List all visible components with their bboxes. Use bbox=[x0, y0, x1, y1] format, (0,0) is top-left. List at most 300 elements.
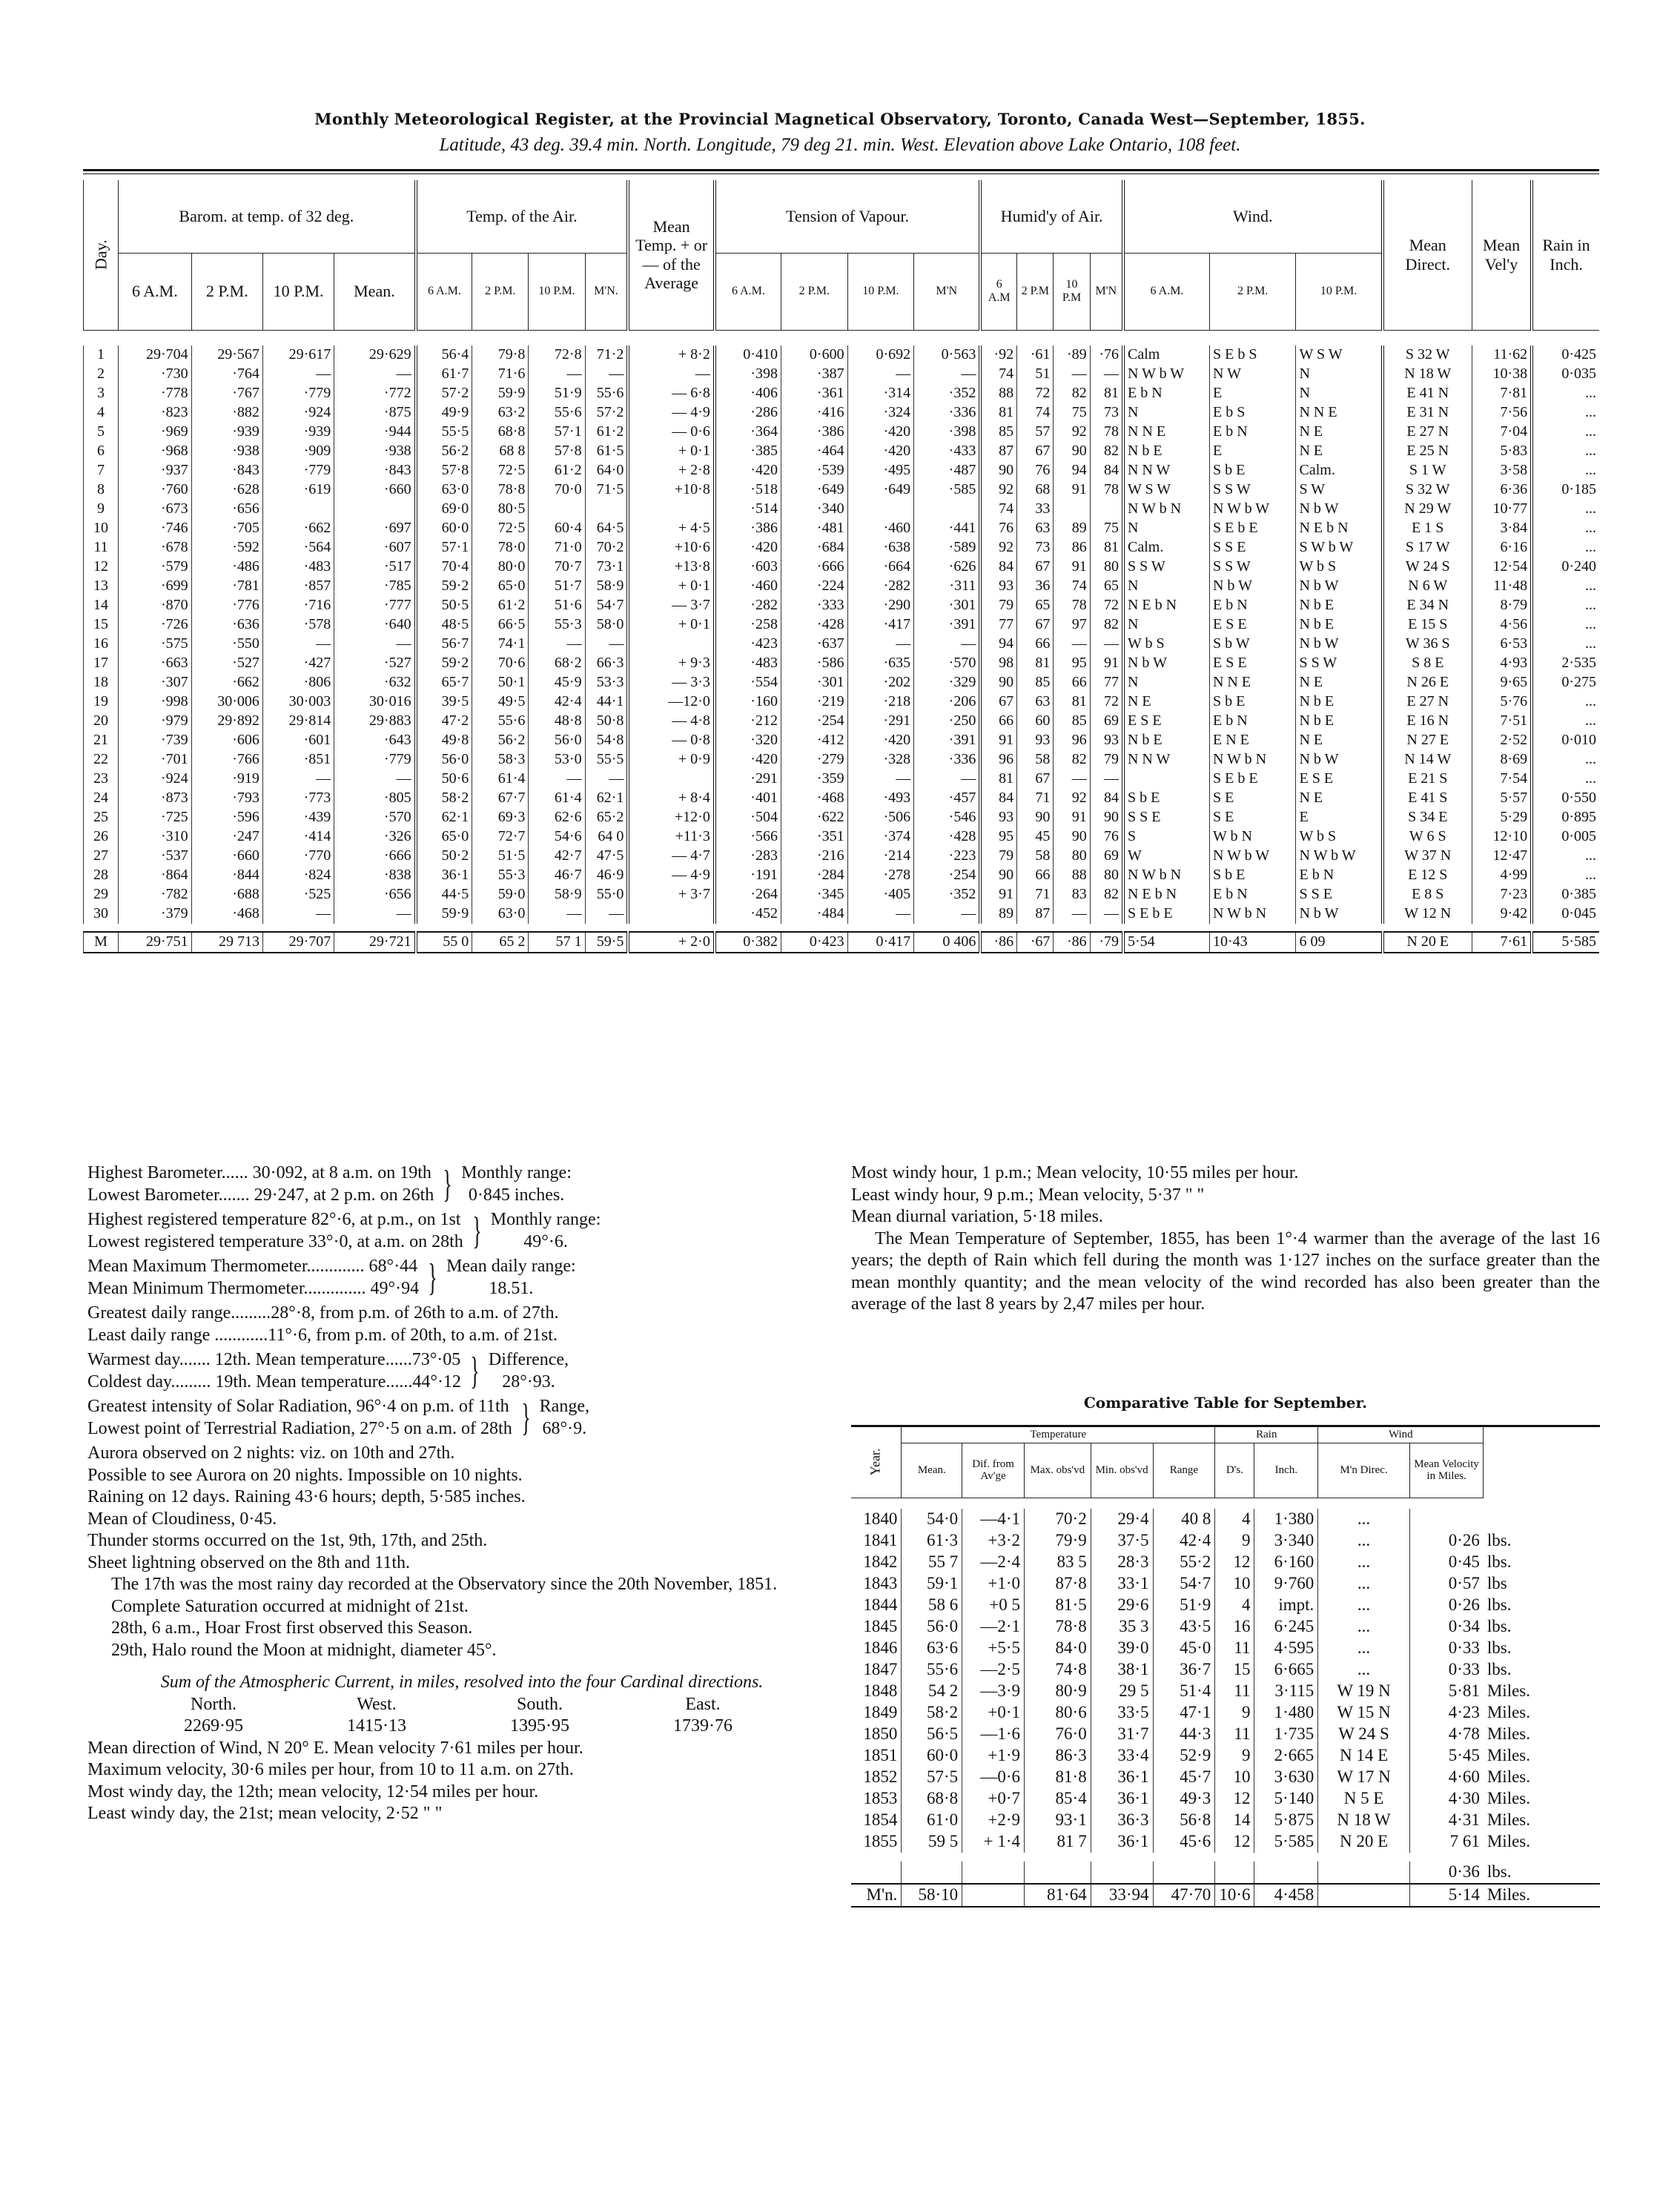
comparative-cell: W 17 N bbox=[1318, 1767, 1410, 1788]
comparative-cell: 51·4 bbox=[1153, 1681, 1215, 1702]
register-cell: 81 bbox=[980, 770, 1016, 789]
register-cell: S S E bbox=[1296, 885, 1383, 904]
register-cell: ... bbox=[1532, 500, 1599, 519]
register-cell: 29·567 bbox=[191, 345, 262, 365]
register-cell: ·596 bbox=[191, 808, 262, 827]
register-cell: 59·0 bbox=[472, 885, 529, 904]
comparative-cell bbox=[1318, 1884, 1410, 1907]
register-cell: 49·5 bbox=[472, 692, 529, 712]
register-cell: 49·8 bbox=[416, 731, 472, 750]
comparative-cell: 68·8 bbox=[902, 1788, 962, 1810]
register-cell: E b N bbox=[1123, 384, 1210, 403]
register-cell: 2·52 bbox=[1472, 731, 1532, 750]
mean-direct-header: Mean Direct. bbox=[1383, 180, 1472, 330]
register-cell: 3·58 bbox=[1472, 461, 1532, 480]
register-cell: — bbox=[334, 635, 416, 654]
register-cell: 7·54 bbox=[1472, 770, 1532, 789]
register-cell: S S E bbox=[1123, 808, 1210, 827]
register-cell: 84 bbox=[980, 558, 1016, 577]
register-cell: ·311 bbox=[914, 577, 981, 596]
mean-row bbox=[84, 932, 1600, 953]
register-cell: ... bbox=[1532, 770, 1599, 789]
comparative-cell: lbs. bbox=[1486, 1552, 1512, 1572]
comparative-cell: N 18 W bbox=[1318, 1810, 1410, 1831]
comparative-cell: ... bbox=[1318, 1616, 1410, 1638]
register-cell: 74 bbox=[980, 365, 1016, 384]
register-cell: N W b N bbox=[1123, 500, 1210, 519]
tension-group-header: Tension of Vapour. bbox=[715, 180, 980, 253]
register-cell: 42·7 bbox=[529, 847, 585, 866]
register-cell: 60·0 bbox=[416, 519, 472, 538]
register-cell: 39·5 bbox=[416, 692, 472, 712]
register-cell: — bbox=[585, 635, 628, 654]
register-cell: S E bbox=[1209, 789, 1296, 808]
comparative-cell: 0·33 bbox=[1409, 1659, 1484, 1681]
comparative-cell bbox=[1409, 1509, 1484, 1530]
register-cell: 7·61 bbox=[1472, 932, 1532, 953]
register-cell: 45·9 bbox=[529, 673, 585, 692]
register-cell: N E bbox=[1296, 423, 1383, 442]
register-cell bbox=[914, 500, 981, 519]
register-cell: 61·5 bbox=[585, 442, 628, 461]
comparative-cell: 78·8 bbox=[1024, 1616, 1091, 1638]
register-cell: E 34 N bbox=[1383, 596, 1472, 615]
register-cell: 63 bbox=[1017, 692, 1054, 712]
register-cell: N 26 E bbox=[1383, 673, 1472, 692]
comparative-cell: +0·1 bbox=[962, 1702, 1025, 1724]
register-cell: 36 bbox=[1017, 577, 1054, 596]
register-cell: 85 bbox=[980, 423, 1016, 442]
comparative-cell: 54 2 bbox=[902, 1681, 962, 1702]
register-cell: 72·5 bbox=[472, 461, 529, 480]
comparative-cell: 55 7 bbox=[902, 1552, 962, 1573]
register-cell: ·607 bbox=[334, 538, 416, 558]
register-cell: 0·410 bbox=[715, 345, 781, 365]
register-cell: 94 bbox=[1054, 461, 1090, 480]
comparative-cell: lbs. bbox=[1486, 1531, 1512, 1550]
register-cell: S 32 W bbox=[1383, 480, 1472, 500]
register-cell: 67·7 bbox=[472, 789, 529, 808]
register-cell: ·212 bbox=[715, 712, 781, 731]
day-cell: 30 bbox=[84, 904, 119, 924]
comp-max-header: Max. obs'vd bbox=[1024, 1443, 1091, 1498]
register-cell: ·684 bbox=[781, 538, 847, 558]
register-cell: ·278 bbox=[847, 866, 914, 885]
register-cell: N E bbox=[1296, 731, 1383, 750]
register-cell: ·92 bbox=[980, 345, 1016, 365]
comparative-cell: 9 bbox=[1215, 1702, 1254, 1724]
register-cell: 83 bbox=[1054, 885, 1090, 904]
register-cell bbox=[628, 500, 715, 519]
register-cell: 66·3 bbox=[585, 654, 628, 673]
difference-label: Difference, bbox=[488, 1350, 569, 1369]
day-cell: 7 bbox=[84, 461, 119, 480]
register-cell: ·726 bbox=[119, 615, 192, 635]
table-row bbox=[84, 384, 1600, 403]
comparative-cell: 3·115 bbox=[1254, 1681, 1318, 1702]
least-daily-range: Least daily range ............11°·6, from p.m. of 20th, to a.m. of 21st. bbox=[87, 1325, 558, 1345]
register-cell: 93 bbox=[980, 808, 1016, 827]
register-cell: 56·4 bbox=[416, 345, 472, 365]
brace-icon: } bbox=[472, 1209, 482, 1252]
register-cell: N N E bbox=[1209, 673, 1296, 692]
register-cell: N W b N bbox=[1209, 750, 1296, 770]
register-cell: ·939 bbox=[262, 423, 334, 442]
register-cell: 59·5 bbox=[585, 932, 628, 953]
register-cell: 58·2 bbox=[416, 789, 472, 808]
table-row bbox=[84, 558, 1600, 577]
register-cell: 70·4 bbox=[416, 558, 472, 577]
register-cell: 0·240 bbox=[1532, 558, 1599, 577]
year-cell: 1855 bbox=[863, 1832, 898, 1851]
register-cell: ·283 bbox=[715, 847, 781, 866]
saturation-note: Complete Saturation occurred at midnight of 21st. bbox=[111, 1596, 469, 1616]
register-cell: N b W bbox=[1296, 500, 1383, 519]
table-row bbox=[84, 770, 1600, 789]
register-cell bbox=[1123, 770, 1210, 789]
register-cell: ·586 bbox=[781, 654, 847, 673]
register-cell: ·420 bbox=[715, 750, 781, 770]
comp-velocity-header: Mean Velocity in Miles. bbox=[1409, 1443, 1484, 1498]
comparative-cell: 45·0 bbox=[1153, 1638, 1215, 1659]
register-cell: ·939 bbox=[191, 423, 262, 442]
table-row bbox=[84, 577, 1600, 596]
register-cell: ·86 bbox=[1054, 932, 1090, 953]
register-cell: 81 bbox=[1017, 654, 1054, 673]
register-cell: ·575 bbox=[119, 635, 192, 654]
register-cell: ·649 bbox=[847, 480, 914, 500]
register-cell: N bbox=[1296, 365, 1383, 384]
register-cell: W bbox=[1123, 847, 1210, 866]
register-cell: S b E bbox=[1209, 866, 1296, 885]
register-cell: 67 bbox=[1017, 615, 1054, 635]
register-cell: E S E bbox=[1123, 712, 1210, 731]
register-cell: 55 0 bbox=[416, 932, 472, 953]
register-cell: ·76 bbox=[1090, 345, 1123, 365]
register-cell: 36·1 bbox=[416, 866, 472, 885]
register-cell: S S W bbox=[1209, 480, 1296, 500]
register-cell: ·851 bbox=[262, 750, 334, 770]
comparative-cell: 58 6 bbox=[902, 1595, 962, 1616]
register-cell: N E b N bbox=[1123, 596, 1210, 615]
register-cell: S E bbox=[1209, 808, 1296, 827]
register-cell: ·527 bbox=[191, 654, 262, 673]
day-cell: 22 bbox=[84, 750, 119, 770]
register-cell: S bbox=[1123, 827, 1210, 847]
register-cell: ... bbox=[1532, 615, 1599, 635]
max-velocity-note: Maximum velocity, 30·6 miles per hour, from 10 to 11 a.m. on 27th. bbox=[87, 1760, 574, 1779]
table-row bbox=[84, 345, 1600, 365]
comparative-cell: 11 bbox=[1215, 1638, 1254, 1659]
register-cell: 0·550 bbox=[1532, 789, 1599, 808]
register-cell: 56·2 bbox=[472, 731, 529, 750]
day-cell: 6 bbox=[84, 442, 119, 461]
register-cell: ·622 bbox=[781, 808, 847, 827]
register-cell: E S E bbox=[1296, 770, 1383, 789]
register-cell bbox=[585, 500, 628, 519]
most-windy-day-note: Most windy day, the 12th; mean velocity, 12·54 miles per hour. bbox=[87, 1781, 539, 1802]
register-cell: 5·585 bbox=[1532, 932, 1599, 953]
comparative-cell: M'n. bbox=[851, 1884, 902, 1907]
register-cell: N 18 W bbox=[1383, 365, 1472, 384]
table-row bbox=[84, 403, 1600, 423]
register-cell: ·875 bbox=[334, 403, 416, 423]
comparative-cell: 85·4 bbox=[1024, 1788, 1091, 1810]
comparative-cell: 42·4 bbox=[1153, 1530, 1215, 1552]
comparative-cell: 1·480 bbox=[1254, 1702, 1318, 1724]
table-row bbox=[851, 1724, 1600, 1745]
register-cell: ·649 bbox=[781, 480, 847, 500]
comparative-cell: 9 bbox=[1215, 1745, 1254, 1767]
least-windy-day-note: Least windy day, the 21st; mean velocity, 2·52 " " bbox=[87, 1804, 443, 1823]
comparative-cell: 81 7 bbox=[1024, 1831, 1091, 1853]
register-cell: 68 bbox=[1017, 480, 1054, 500]
register-cell: 93 bbox=[980, 577, 1016, 596]
register-cell: ·391 bbox=[914, 615, 981, 635]
comparative-cell: 59·1 bbox=[902, 1573, 962, 1595]
comparative-cell: 81·8 bbox=[1024, 1767, 1091, 1788]
register-cell: ·452 bbox=[715, 904, 781, 924]
register-cell: S S W bbox=[1296, 654, 1383, 673]
register-cell: 56·0 bbox=[416, 750, 472, 770]
register-cell: ·998 bbox=[119, 692, 192, 712]
comparative-cell: Miles. bbox=[1486, 1681, 1530, 1701]
least-windy-hour-note: Least windy hour, 9 p.m.; Mean velocity, 5·37 " " bbox=[851, 1185, 1205, 1205]
register-cell: 49·9 bbox=[416, 403, 472, 423]
register-cell: — 6·8 bbox=[628, 384, 715, 403]
register-cell: 76 bbox=[1090, 827, 1123, 847]
diurnal-variation-note: Mean diurnal variation, 5·18 miles. bbox=[851, 1207, 1103, 1226]
register-cell: 66 bbox=[1017, 866, 1054, 885]
register-cell: 62·1 bbox=[585, 789, 628, 808]
register-cell: + 2·0 bbox=[628, 932, 715, 953]
register-cell: N b E bbox=[1123, 731, 1210, 750]
register-cell: 87 bbox=[980, 442, 1016, 461]
register-cell: 53·0 bbox=[529, 750, 585, 770]
register-cell: S W b W bbox=[1296, 538, 1383, 558]
day-cell: 26 bbox=[84, 827, 119, 847]
comparative-cell: ... bbox=[1318, 1530, 1410, 1552]
year-cell: 1849 bbox=[863, 1703, 898, 1722]
register-cell: ·909 bbox=[262, 442, 334, 461]
comparative-cell: 36·7 bbox=[1153, 1659, 1215, 1681]
register-cell: — bbox=[585, 904, 628, 924]
register-cell: 76 bbox=[980, 519, 1016, 538]
register-cell: 0·423 bbox=[781, 932, 847, 953]
register-cell: ·656 bbox=[191, 500, 262, 519]
register-cell: 12·47 bbox=[1472, 847, 1532, 866]
comparative-cell: 52·9 bbox=[1153, 1745, 1215, 1767]
register-cell: E 16 N bbox=[1383, 712, 1472, 731]
register-cell: ·374 bbox=[847, 827, 914, 847]
register-cell: — bbox=[262, 635, 334, 654]
register-cell: ·420 bbox=[847, 423, 914, 442]
comparative-cell: lbs bbox=[1486, 1574, 1507, 1593]
register-cell: N 20 E bbox=[1383, 932, 1472, 953]
comparative-cell: 12 bbox=[1215, 1552, 1254, 1573]
comparative-cell: N 14 E bbox=[1318, 1745, 1410, 1767]
table-row bbox=[851, 1810, 1600, 1831]
register-cell: ·405 bbox=[847, 885, 914, 904]
register-cell: 69 bbox=[1090, 847, 1123, 866]
table-row bbox=[84, 480, 1600, 500]
comparative-cell: 5·875 bbox=[1254, 1810, 1318, 1831]
comparative-cell: Miles. bbox=[1486, 1789, 1530, 1808]
table-row bbox=[84, 365, 1600, 384]
register-cell: 74 bbox=[1054, 577, 1090, 596]
lowest-temperature: Lowest registered temperature 33°·0, at a.m. on 28th bbox=[87, 1231, 463, 1251]
year-cell: 1840 bbox=[863, 1509, 898, 1529]
register-cell: — bbox=[262, 770, 334, 789]
register-cell: ·938 bbox=[334, 442, 416, 461]
table-row bbox=[84, 808, 1600, 827]
register-table bbox=[83, 180, 1599, 953]
register-cell: 66 bbox=[1054, 673, 1090, 692]
register-cell: N b E bbox=[1296, 692, 1383, 712]
year-cell: 1844 bbox=[863, 1595, 898, 1615]
register-cell: ·823 bbox=[119, 403, 192, 423]
register-cell: 50·2 bbox=[416, 847, 472, 866]
register-cell: N b W bbox=[1296, 750, 1383, 770]
register-cell: 3·84 bbox=[1472, 519, 1532, 538]
register-cell: + 9·3 bbox=[628, 654, 715, 673]
table-row bbox=[84, 635, 1600, 654]
register-cell: 47·5 bbox=[585, 847, 628, 866]
highest-barometer: Highest Barometer...... 30·092, at 8 a.m. on 19th bbox=[87, 1163, 431, 1182]
temp-10pm-header: 10 P.M. bbox=[529, 253, 585, 330]
register-cell: ·793 bbox=[191, 789, 262, 808]
register-cell: ·662 bbox=[262, 519, 334, 538]
table-row bbox=[851, 1616, 1600, 1638]
comparative-cell: ... bbox=[1318, 1552, 1410, 1573]
register-cell: ·284 bbox=[781, 866, 847, 885]
comparative-cell: 61·3 bbox=[902, 1530, 962, 1552]
register-cell: ·660 bbox=[334, 480, 416, 500]
register-cell: 29·629 bbox=[334, 345, 416, 365]
register-cell: N W b W bbox=[1123, 365, 1210, 384]
register-cell: 82 bbox=[1090, 615, 1123, 635]
register-cell: 71 bbox=[1017, 789, 1054, 808]
register-cell: N b E bbox=[1123, 442, 1210, 461]
register-cell: ·457 bbox=[914, 789, 981, 808]
register-cell: S E b S bbox=[1209, 345, 1296, 365]
table-row bbox=[851, 1509, 1600, 1530]
register-cell: 2·535 bbox=[1532, 654, 1599, 673]
comp-min-header: Min. obs'vd bbox=[1091, 1443, 1153, 1498]
comparative-cell: ... bbox=[1318, 1573, 1410, 1595]
vapour-mean-header: M'N bbox=[914, 253, 981, 330]
table-row bbox=[851, 1831, 1600, 1853]
humidity-mean-header: M'N bbox=[1090, 253, 1123, 330]
register-cell: 57·2 bbox=[416, 384, 472, 403]
register-cell: N b W bbox=[1296, 635, 1383, 654]
register-cell bbox=[628, 635, 715, 654]
register-cell: + 0·1 bbox=[628, 615, 715, 635]
register-cell: 91 bbox=[1054, 808, 1090, 827]
register-cell: 78 bbox=[1090, 423, 1123, 442]
mean-direction-note: Mean direction of Wind, N 20° E. Mean velocity 7·61 miles per hour. bbox=[87, 1738, 583, 1758]
register-cell: 80 bbox=[1054, 847, 1090, 866]
register-cell: 90 bbox=[1054, 827, 1090, 847]
register-cell: ·514 bbox=[715, 500, 781, 519]
register-cell: 47·2 bbox=[416, 712, 472, 731]
day-cell: 28 bbox=[84, 866, 119, 885]
register-cell: E 12 S bbox=[1383, 866, 1472, 885]
comparative-cell: 31·7 bbox=[1091, 1724, 1153, 1745]
comp-mean-header: Mean. bbox=[902, 1443, 962, 1498]
register-cell: ·550 bbox=[191, 635, 262, 654]
register-cell: 87 bbox=[1017, 904, 1054, 924]
register-cell: 29·883 bbox=[334, 712, 416, 731]
register-cell: ·603 bbox=[715, 558, 781, 577]
register-cell: S 1 W bbox=[1383, 461, 1472, 480]
register-cell: ·282 bbox=[715, 596, 781, 615]
register-cell: ·699 bbox=[119, 577, 192, 596]
register-cell: ·401 bbox=[715, 789, 781, 808]
register-cell: — bbox=[1054, 770, 1090, 789]
comparative-cell: 59 5 bbox=[902, 1831, 962, 1853]
register-cell: 9·42 bbox=[1472, 904, 1532, 924]
register-cell bbox=[1054, 500, 1090, 519]
comparative-cell: 84·0 bbox=[1024, 1638, 1091, 1659]
barom-6am-header: 6 A.M. bbox=[119, 253, 192, 330]
comparative-cell: 36·1 bbox=[1091, 1788, 1153, 1810]
register-cell: N E bbox=[1296, 442, 1383, 461]
register-cell: W 6 S bbox=[1383, 827, 1472, 847]
register-cell: 67 bbox=[980, 692, 1016, 712]
register-cell: ·79 bbox=[1090, 932, 1123, 953]
register-cell: ·291 bbox=[847, 712, 914, 731]
register-cell: E 41 N bbox=[1383, 384, 1472, 403]
register-cell: 82 bbox=[1090, 885, 1123, 904]
register-cell: ·730 bbox=[119, 365, 192, 384]
comparative-cell: Miles. bbox=[1486, 1832, 1530, 1851]
table-row bbox=[851, 1573, 1600, 1595]
table-row bbox=[851, 1659, 1600, 1681]
register-cell: S S E bbox=[1209, 538, 1296, 558]
table-row bbox=[851, 1767, 1600, 1788]
register-cell: — 4·9 bbox=[628, 866, 715, 885]
register-cell: + 8·4 bbox=[628, 789, 715, 808]
register-cell: N 29 W bbox=[1383, 500, 1472, 519]
register-cell: ·464 bbox=[781, 442, 847, 461]
register-cell: 58·9 bbox=[529, 885, 585, 904]
comparative-cell: W 19 N bbox=[1318, 1681, 1410, 1702]
register-cell: ·725 bbox=[119, 808, 192, 827]
register-cell: 6 09 bbox=[1296, 932, 1383, 953]
year-cell: 1841 bbox=[863, 1531, 898, 1550]
cardinal-directions-table bbox=[132, 1694, 784, 1738]
barom-2pm-header: 2 P.M. bbox=[191, 253, 262, 330]
comparative-cell: ... bbox=[1318, 1595, 1410, 1616]
comparative-cell: 11 bbox=[1215, 1681, 1254, 1702]
register-cell: 81 bbox=[980, 403, 1016, 423]
register-cell: +12·0 bbox=[628, 808, 715, 827]
register-cell: ·566 bbox=[715, 827, 781, 847]
comparative-cell: 35 3 bbox=[1091, 1616, 1153, 1638]
register-cell: ·250 bbox=[914, 712, 981, 731]
register-cell: 61·4 bbox=[472, 770, 529, 789]
register-cell: E S E bbox=[1209, 615, 1296, 635]
register-cell: W S W bbox=[1123, 480, 1210, 500]
comparative-cell: 10·6 bbox=[1215, 1884, 1254, 1907]
register-cell: 60 bbox=[1017, 712, 1054, 731]
comparative-cell: 0·57 bbox=[1409, 1573, 1484, 1595]
comparative-cell: Miles. bbox=[1486, 1767, 1530, 1787]
register-cell: 91 bbox=[1090, 654, 1123, 673]
wind-10pm-header: 10 P.M. bbox=[1296, 253, 1383, 330]
register-cell: 51·6 bbox=[529, 596, 585, 615]
